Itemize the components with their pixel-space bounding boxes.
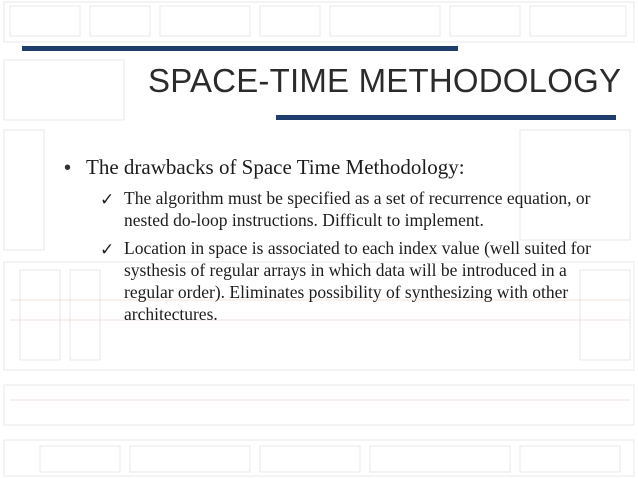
checkmark-icon: ✓ (100, 190, 115, 210)
slide-content (64, 154, 604, 331)
sub-bullet-list (100, 187, 604, 325)
bottom-accent-bar (276, 115, 616, 120)
slide-title: SPACE-TIME METHODOLOGY (148, 62, 622, 99)
main-bullet-text: The drawbacks of Space Time Methodology: (86, 155, 465, 179)
sub-bullet-item (100, 187, 604, 231)
sub-bullet-text: Location in space is associated to each index value (well suited for systhesis of regular arrays in which data will be introduced in a regular order). Eliminates possibility of synthesizing with other architectures. (124, 238, 591, 324)
sub-bullet-text: The algorithm must be specified as a set of recurrence equation, or nested do-loop instructions. Difficult to implement. (124, 188, 591, 230)
sub-bullet-item (100, 237, 604, 325)
bullet-marker: • (64, 157, 72, 179)
main-bullet (64, 154, 604, 181)
top-accent-bar (22, 46, 458, 51)
checkmark-icon: ✓ (100, 240, 115, 260)
